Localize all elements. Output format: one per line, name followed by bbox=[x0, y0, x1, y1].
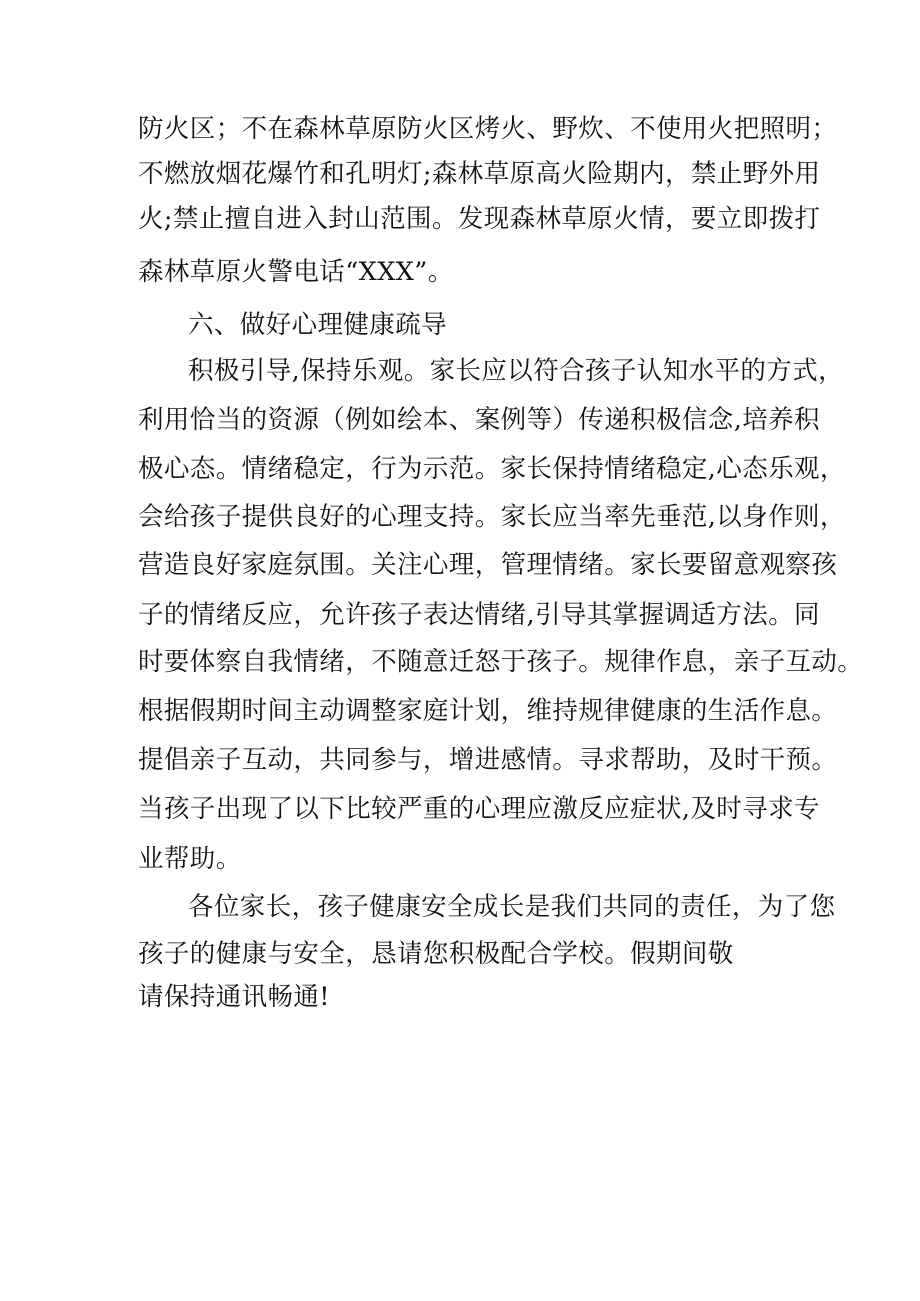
text-line: 请保持通讯畅通! bbox=[138, 982, 330, 1012]
text-line: 根据假期时间主动调整家庭计划，维持规律健康的生活作息。 bbox=[138, 696, 838, 726]
text-line: 不燃放烟花爆竹和孔明灯;森林草原高火险期内，禁止野外用 bbox=[138, 159, 821, 189]
section-heading: 六、做好心理健康疏导 bbox=[188, 310, 448, 340]
text-line: 当孩子出现了以下比较严重的心理应激反应症状,及时寻求专 bbox=[138, 794, 820, 824]
text-line: 防火区；不在森林草原防火区烤火、野炊、不使用火把照明； bbox=[138, 114, 838, 144]
text-line: 子的情绪反应，允许孩子表达情绪,引导其掌握调适方法。同 bbox=[138, 600, 820, 630]
text-line: 森林草原火警电话“XXX”。 bbox=[138, 257, 454, 287]
text-line: 极心态。情绪稳定，行为示范。家长保持情绪稳定,心态乐观， bbox=[138, 454, 846, 484]
text-line: 利用恰当的资源（例如绘本、案例等）传递积极信念,培养积 bbox=[138, 405, 820, 435]
text-line: 营造良好家庭氛围。关注心理，管理情绪。家长要留意观察孩 bbox=[138, 550, 838, 580]
text-line: 时要体察自我情绪，不随意迁怒于孩子。规律作息，亲子互动。 bbox=[138, 647, 864, 677]
text-line: 积极引导,保持乐观。家长应以符合孩子认知水平的方式， bbox=[188, 356, 845, 386]
text-line: 火;禁止擅自进入封山范围。发现森林草原火情，要立即拨打 bbox=[138, 204, 821, 234]
text-line: 业帮助。 bbox=[138, 844, 242, 874]
text-line: 会给孩子提供良好的心理支持。家长应当率先垂范,以身作则， bbox=[138, 502, 846, 532]
text-line: 孩子的健康与安全，恳请您积极配合学校。假期间敬 bbox=[138, 939, 734, 969]
text-line: 各位家长，孩子健康安全成长是我们共同的责任，为了您 bbox=[188, 892, 836, 922]
text-line: 提倡亲子互动，共同参与，增进感情。寻求帮助，及时干预。 bbox=[138, 745, 838, 775]
